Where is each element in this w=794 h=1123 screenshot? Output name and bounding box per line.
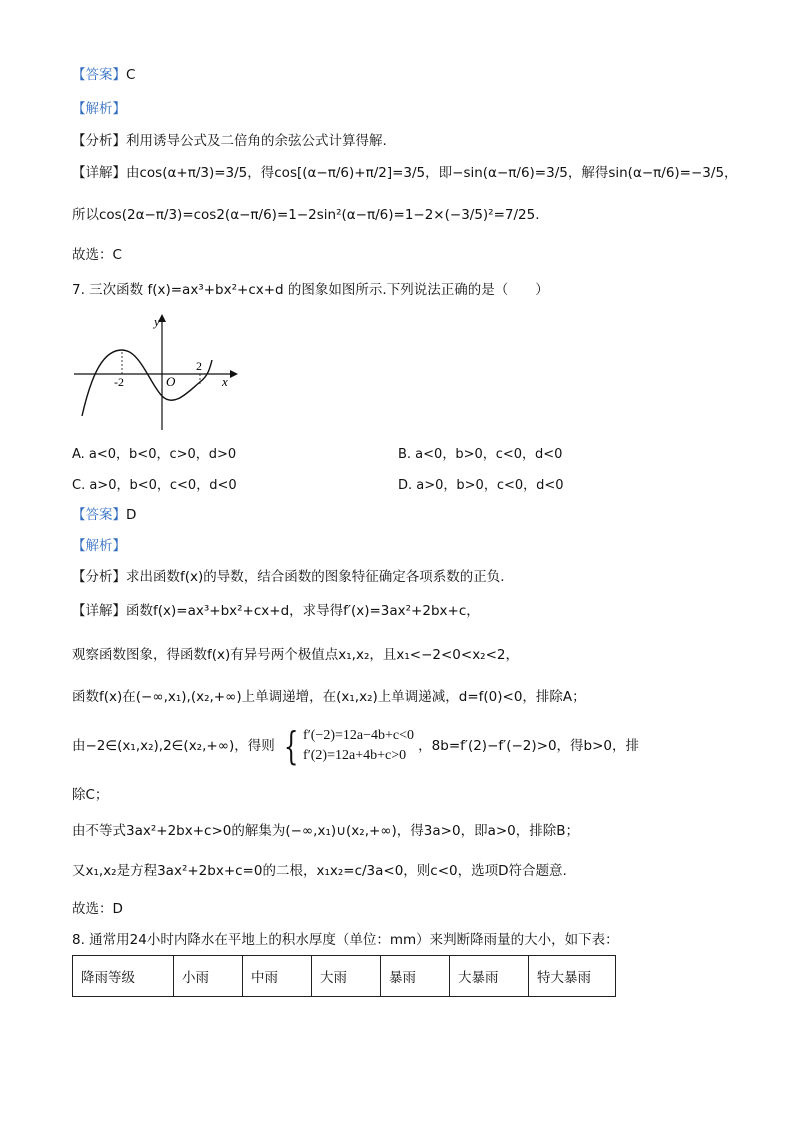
cubic-function-graph: [70, 312, 250, 432]
q7-detail-4: [72, 722, 639, 770]
q7-stem: [72, 281, 549, 300]
tick-label-neg2: -2: [114, 375, 124, 389]
fenxi-tag: 【分析】: [72, 569, 126, 585]
q6-analysis-tag: [72, 100, 126, 119]
origin-label: O: [166, 374, 176, 389]
q7-detail-1: [72, 602, 480, 621]
x-axis-arrow: [230, 370, 238, 378]
q7-fenxi-line: [72, 568, 505, 587]
option-c: [72, 474, 237, 493]
system-line-1: f′(−2)=12a−4b+c<0: [303, 728, 415, 743]
y-label: y: [154, 314, 160, 329]
fenxi-tag: 【分析】: [72, 133, 126, 149]
detail-text: 又x₁,x₂是方程3ax²+2bx+c=0的二根，x₁x₂=c/3a<0，则c<0，选项D符合题意.: [72, 863, 567, 879]
table-cell: 特大暴雨: [529, 956, 616, 997]
detail-text: 函数f(x)=ax³+bx²+cx+d，求导得f′(x)=3ax²+2bx+c，: [126, 603, 480, 619]
x-label: x: [222, 374, 228, 389]
conclusion-text: 故选：D: [72, 901, 123, 917]
answer-tag: 【答案】: [72, 507, 126, 523]
fenxi-text: 求出函数f(x)的导数，结合函数的图象特征确定各项系数的正负.: [126, 569, 505, 585]
detail-text: 由不等式3ax²+2bx+c>0的解集为(−∞,x₁)∪(x₂,+∞)，得3a>0，即a>0，排除B；: [72, 823, 580, 839]
cubic-curve: [82, 350, 212, 416]
table-cell: 大雨: [312, 956, 381, 997]
q6-detail-line1: [72, 164, 738, 183]
fenxi-text: 利用诱导公式及二倍角的余弦公式计算得解.: [126, 133, 387, 149]
analysis-tag: 【解析】: [72, 101, 126, 117]
xiangjie-tag: 【详解】: [72, 603, 126, 619]
q7-detail-7: [72, 862, 567, 881]
table-cell: 中雨: [243, 956, 312, 997]
option-a-text: A. a<0，b<0，c>0，d>0: [72, 447, 237, 462]
detail-text: 除C；: [72, 787, 109, 803]
option-d-text: D. a>0，b>0，c<0，d<0: [398, 478, 564, 493]
analysis-tag: 【解析】: [72, 538, 126, 554]
q7-conclusion: [72, 900, 123, 919]
q7-answer-line: [72, 506, 136, 525]
table-cell: 小雨: [174, 956, 243, 997]
q6-conclusion: [72, 246, 122, 265]
conclusion-text: 故选：C: [72, 247, 122, 263]
option-d: [398, 474, 564, 493]
xiangjie-tag: 【详解】: [72, 165, 126, 181]
q6-detail-line2: [72, 206, 540, 225]
q7-detail-5: [72, 786, 108, 805]
detail-text: 由−2∈(x₁,x₂),2∈(x₂,+∞)，得则: [72, 738, 275, 754]
table-cell: 大暴雨: [450, 956, 529, 997]
option-b: [398, 443, 562, 462]
detail-text: 函数f(x)在(−∞,x₁),(x₂,+∞)上单调递增，在(x₁,x₂)上单调递减，d=f(0)<0，排除A；: [72, 689, 586, 705]
detail-text: 观察函数图象，得函数f(x)有异号两个极值点x₁,x₂，且x₁<−2<0<x₂<2，: [72, 647, 519, 663]
detail-text: 由cos(α+π/3)=3/5，得cos[(α−π/6)+π/2]=3/5，即−sin(α−π/6)=3/5，解得sin(α−π/6)=−3/5，: [126, 165, 738, 181]
tick-label-pos2: 2: [196, 359, 202, 373]
table-cell: 降雨等级: [73, 956, 174, 997]
answer-tag: 【答案】: [72, 67, 126, 83]
option-a: [72, 443, 236, 462]
inequality-system: [279, 723, 414, 771]
detail-text: 所以cos(2α−π/3)=cos2(α−π/6)=1−2sin²(α−π/6)=1−2×(−3/5)²=7/25.: [72, 207, 540, 223]
q6-fenxi-line: [72, 132, 387, 151]
q7-detail-2: [72, 646, 519, 665]
q7-detail-6: [72, 822, 579, 841]
q6-answer-line: [72, 66, 135, 85]
question-stem: 8. 通常用24小时内降水在平地上的积水厚度（单位：mm）来判断降雨量的大小，如下表：: [72, 932, 619, 948]
system-line-2: f′(2)=12a+4b+c>0: [303, 748, 407, 763]
left-brace: {: [283, 724, 299, 768]
table-cell: 暴雨: [381, 956, 450, 997]
answer-value: D: [126, 507, 137, 523]
table-row: [73, 956, 616, 997]
q7-analysis-tag: [72, 537, 126, 556]
rainfall-level-table: [72, 955, 616, 997]
detail-text: ，8b=f′(2)−f′(−2)>0，得b>0，排: [418, 738, 640, 754]
option-b-text: B. a<0，b>0，c<0，d<0: [398, 447, 563, 462]
question-stem: 7. 三次函数 f(x)=ax³+bx²+cx+d 的图象如图所示.下列说法正确的是（ ）: [72, 282, 549, 298]
answer-value: C: [126, 67, 136, 83]
option-c-text: C. a>0，b<0，c<0，d<0: [72, 478, 237, 493]
q8-stem: [72, 931, 619, 950]
q7-detail-3: [72, 688, 586, 707]
